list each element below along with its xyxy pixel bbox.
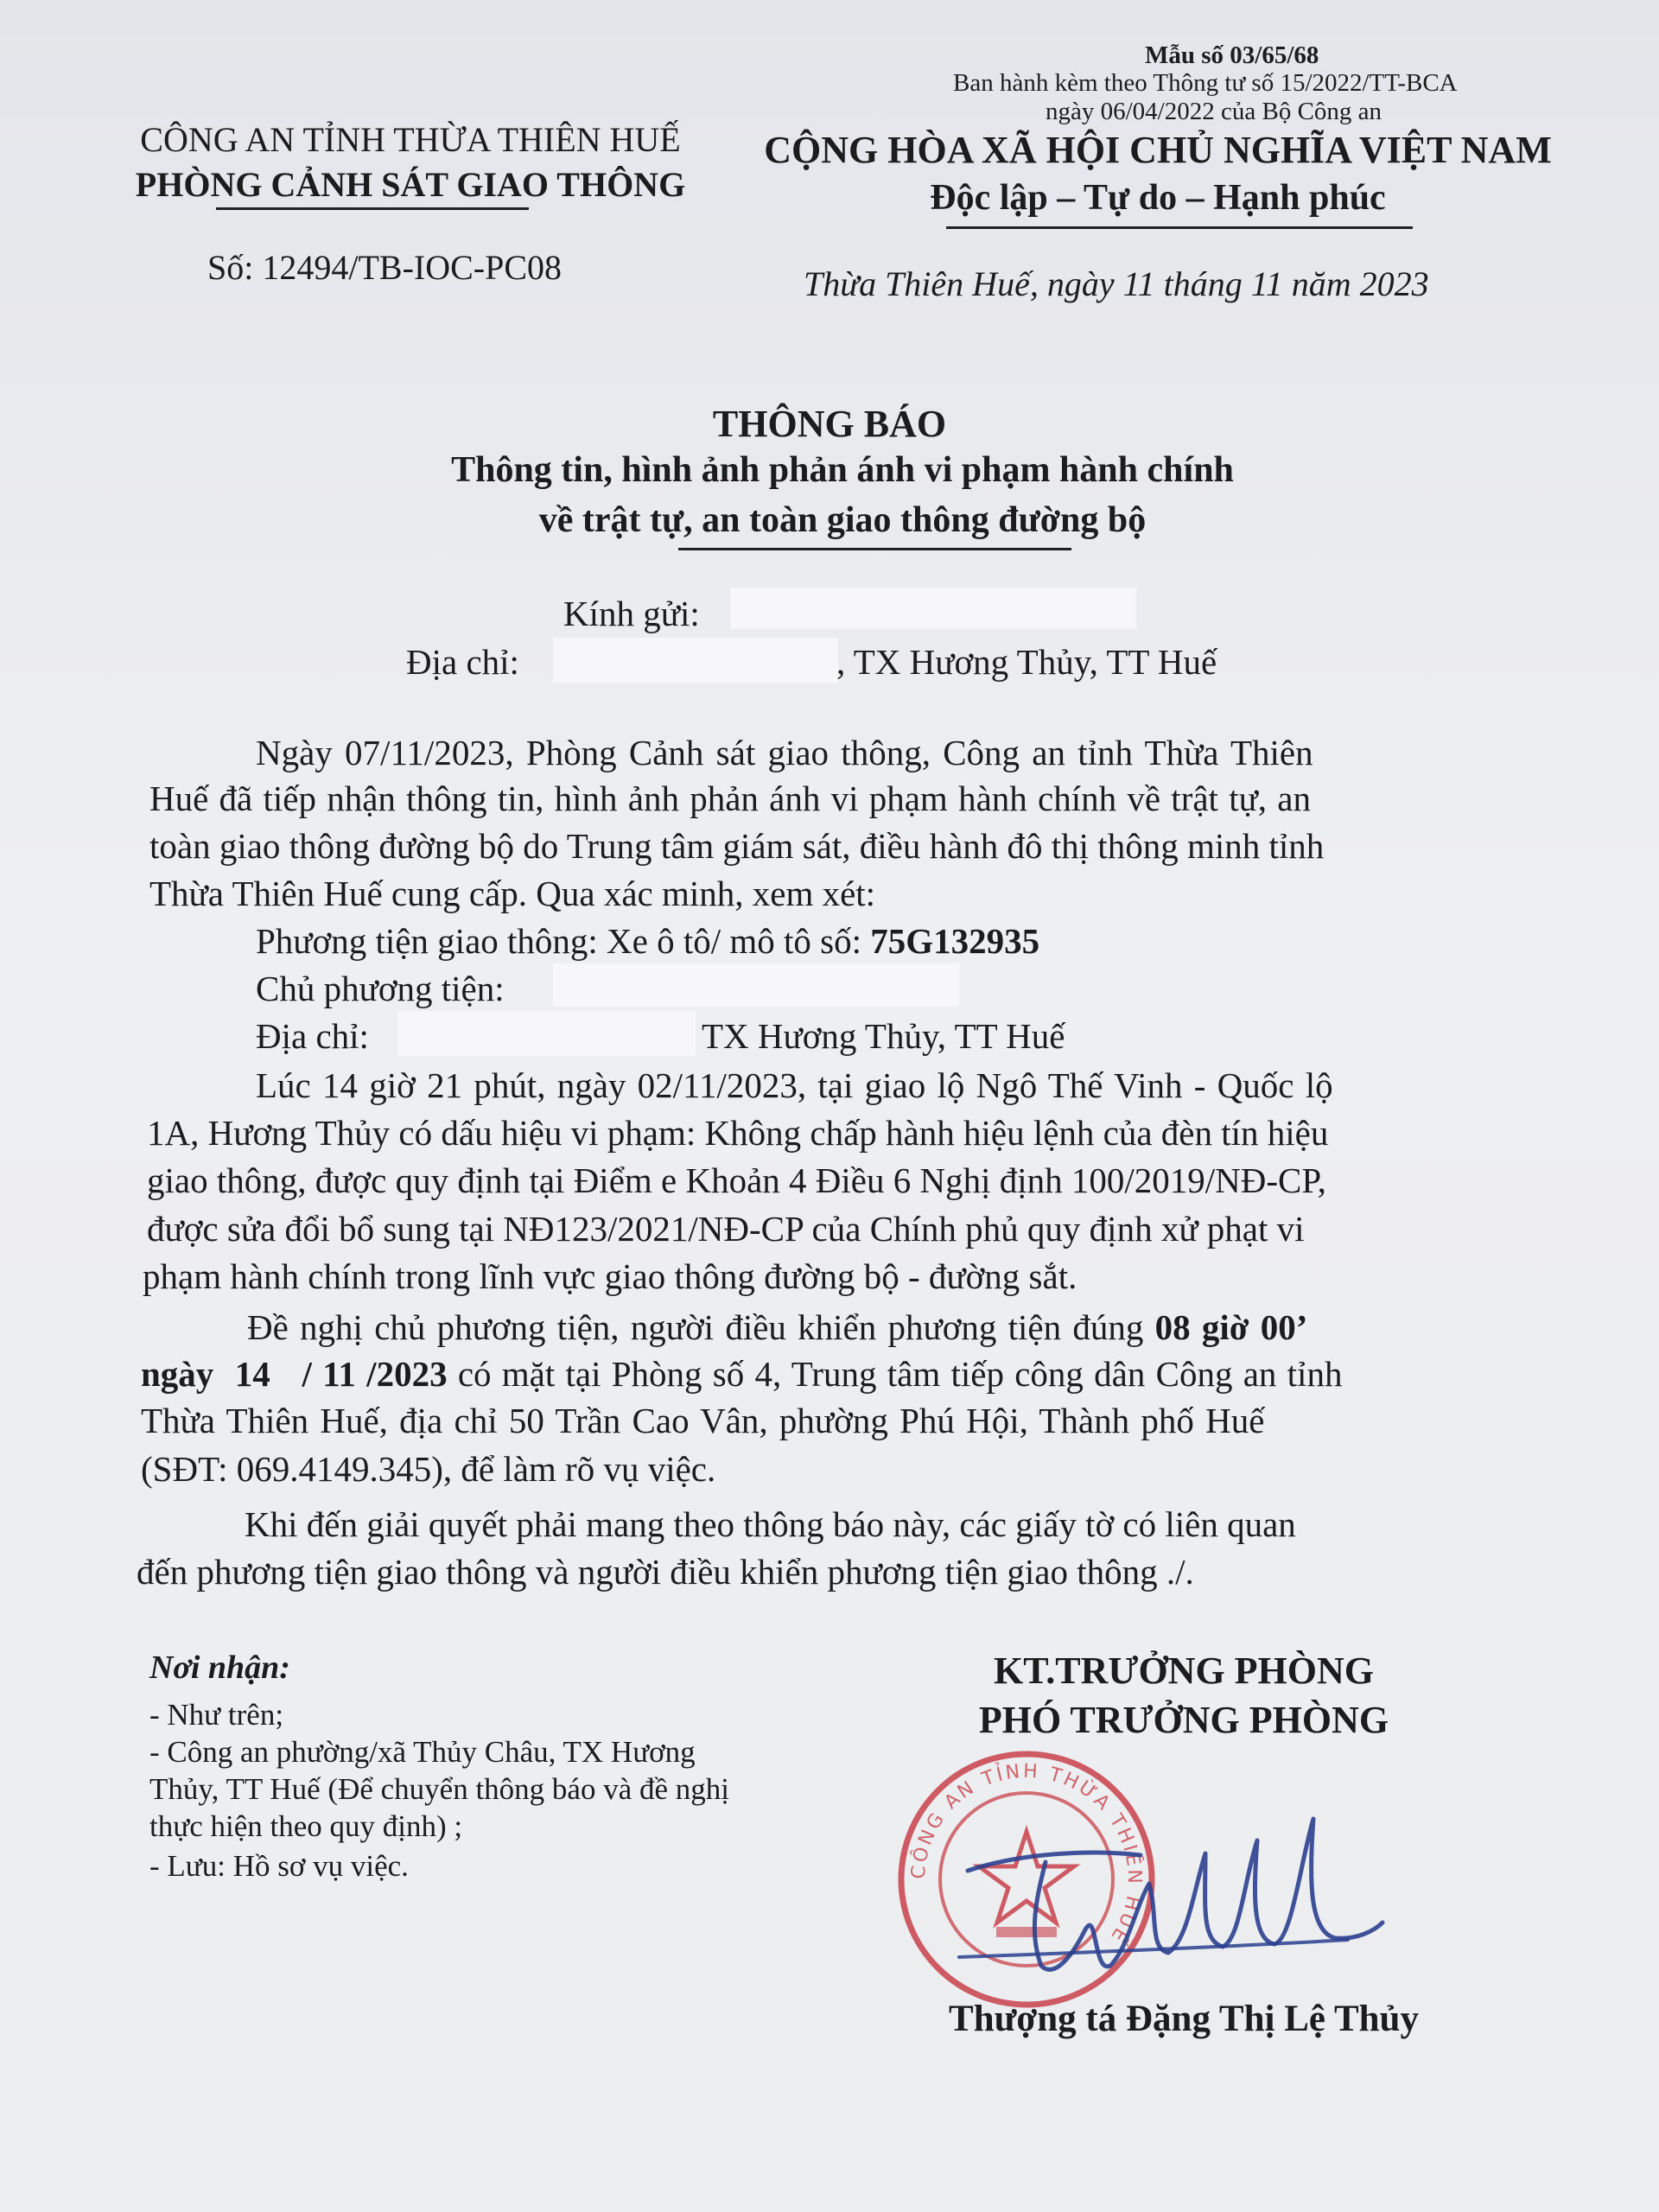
vehicle-info-line (256, 920, 1039, 962)
vehicle-label: Phương tiện giao thông: Xe ô tô/ mô tô số: (256, 921, 862, 961)
document-title: THÔNG BÁO (712, 403, 947, 445)
body-p3-text: Đề nghị chủ phương tiện, người điều khiển phương tiện đúng (247, 1307, 1144, 1347)
document-subtitle-line2: về trật tự, an toàn giao thông đường bộ (538, 500, 1147, 540)
redacted-recipient-name (730, 588, 1136, 629)
recipient-item-2-line1: - Công an phường/xã Thủy Châu, TX Hương (149, 1735, 696, 1769)
national-motto: Độc lập – Tự do – Hạnh phúc (930, 178, 1386, 218)
body-p3-line1 (247, 1306, 1307, 1348)
national-title: CỘNG HÒA XÃ HỘI CHỦ NGHĨA VIỆT NAM (764, 129, 1552, 171)
body-p2-line3: giao thông, được quy định tại Điểm e Khoản 4 Điều 6 Nghị định 100/2019/NĐ-CP, (147, 1160, 1326, 1200)
body-p3-line4: (SĐT: 069.4149.345), để làm rõ vụ việc. (141, 1449, 716, 1489)
issuing-agency: CÔNG AN TỈNH THỪA THIÊN HUẾ (140, 120, 681, 159)
owner-address-tail: TX Hương Thủy, TT Huế (702, 1016, 1065, 1056)
body-p3-line3: Thừa Thiên Huế, địa chỉ 50 Trần Cao Vân, phường Phú Hội, Thành phố Huế (141, 1401, 1265, 1440)
body-p3-line2 (141, 1353, 1342, 1395)
form-number: Mẫu số 03/65/68 (1145, 41, 1319, 69)
owner-address-label: Địa chỉ: (256, 1016, 369, 1056)
recipients-heading: Nơi nhận: (149, 1649, 290, 1686)
body-p4-line1: Khi đến giải quyết phải mang theo thông báo này, các giấy tờ có liên quan (245, 1504, 1296, 1544)
greeting-label: Kính gửi: (563, 594, 700, 633)
body-p1-line2: Huế đã tiếp nhận thông tin, hình ảnh phản ánh vi phạm hành chính về trật tự, an (149, 779, 1311, 818)
body-p1-line4: Thừa Thiên Huế cung cấp. Qua xác minh, xem xét: (149, 874, 876, 913)
redacted-owner-name (553, 963, 959, 1007)
dateline: Thừa Thiên Huế, ngày 11 tháng 11 năm 2023 (804, 264, 1429, 303)
department-underline (216, 207, 529, 210)
vehicle-plate: 75G132935 (870, 921, 1040, 961)
body-p2-line5: phạm hành chính trong lĩnh vực giao thông đường bộ - đường sắt. (143, 1256, 1077, 1296)
issuing-department: PHÒNG CẢNH SÁT GIAO THÔNG (135, 165, 686, 204)
motto-underline (946, 226, 1413, 229)
redacted-owner-address (397, 1011, 696, 1056)
body-p4-line2: đến phương tiện giao thông và người điều khiển phương tiện giao thông ./. (137, 1552, 1194, 1592)
body-p2-line2: 1A, Hương Thủy có dấu hiệu vi phạm: Không chấp hành hiệu lệnh của đèn tín hiệu (147, 1113, 1329, 1153)
body-p1-line1: Ngày 07/11/2023, Phòng Cảnh sát giao thông, Công an tỉnh Thừa Thiên (256, 733, 1313, 772)
body-p2-line4: được sửa đổi bổ sung tại NĐ123/2021/NĐ-CP của Chính phủ quy định xử phạt vi (147, 1209, 1305, 1249)
form-issuance-note: Ban hành kèm theo Thông tư số 15/2022/TT-BCA (953, 69, 1458, 97)
form-issuance-date: ngày 06/04/2022 của Bộ Công an (1046, 98, 1382, 125)
document-subtitle-line1: Thông tin, hình ảnh phản ánh vi phạm hành chính (451, 450, 1234, 490)
body-p1-line3: toàn giao thông đường bộ do Trung tâm giám sát, điều hành đô thị thông minh tỉnh (149, 826, 1325, 866)
signature-title-2: PHÓ TRƯỞNG PHÒNG (978, 1699, 1389, 1741)
appointment-date: ngày 14 / 11 /2023 (141, 1354, 448, 1394)
handwritten-signature (942, 1802, 1391, 1992)
recipient-address-label: Địa chỉ: (406, 642, 519, 682)
title-underline (678, 548, 1071, 550)
signature-title-1: KT.TRƯỞNG PHÒNG (994, 1649, 1374, 1692)
recipient-item-2-line3: thực hiện theo quy định) ; (149, 1809, 463, 1843)
stamp-text: CÔNG AN TỈNH THỪA THIÊN HUẾ (907, 1760, 1146, 1948)
recipient-item-3: - Lưu: Hồ sơ vụ việc. (149, 1849, 409, 1883)
recipient-item-2-line2: Thủy, TT Huế (Để chuyển thông báo và đề nghị (149, 1772, 729, 1806)
redacted-recipient-address (553, 638, 838, 683)
appointment-time: 08 giờ 00’ (1154, 1307, 1308, 1347)
owner-label: Chủ phương tiện: (256, 969, 505, 1008)
body-p2-line1: Lúc 14 giờ 21 phút, ngày 02/11/2023, tại giao lộ Ngô Thế Vinh - Quốc lộ (256, 1065, 1333, 1105)
body-p3-line2-text: có mặt tại Phòng số 4, Trung tâm tiếp công dân Công an tỉnh (457, 1354, 1343, 1394)
signer-name: Thượng tá Đặng Thị Lệ Thủy (949, 1999, 1419, 2039)
recipient-address-tail: , TX Hương Thủy, TT Huế (836, 642, 1217, 682)
document-number: Số: 12494/TB-IOC-PC08 (207, 248, 563, 287)
recipient-item-1: - Như trên; (149, 1698, 284, 1732)
